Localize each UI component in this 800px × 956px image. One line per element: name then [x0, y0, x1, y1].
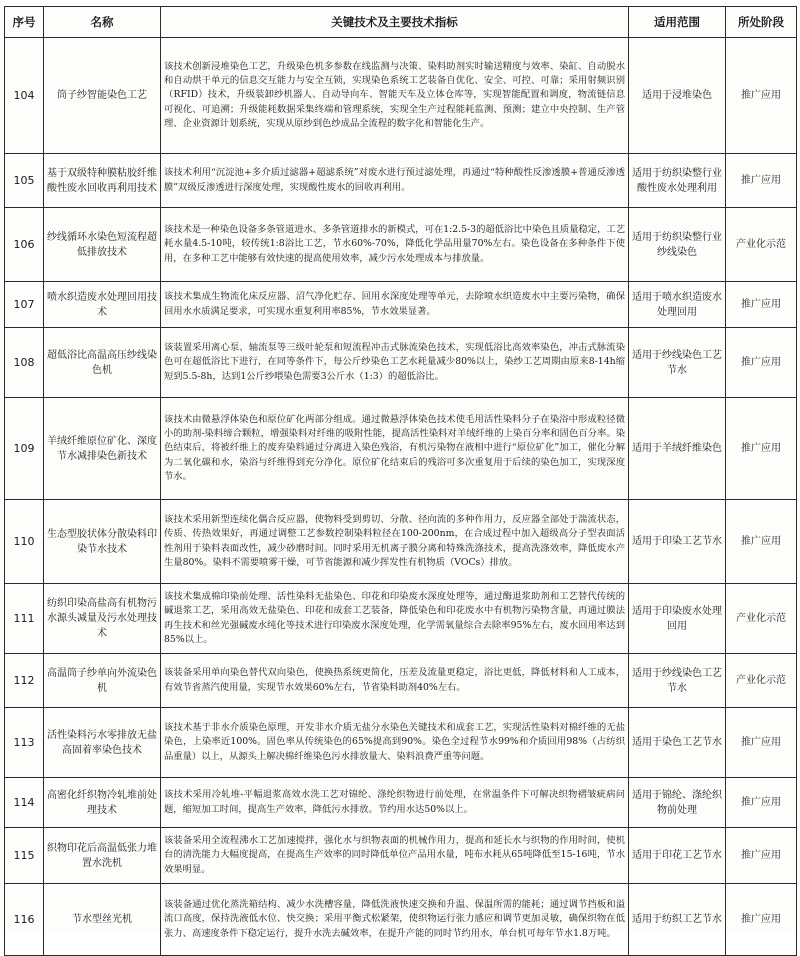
table-row	[5, 282, 797, 328]
tech-description: 该技术创新浸堆染色工艺，升级染色机多参数在线监测与决策、染料助剂实时输送精度与效率、染缸、自动脱水和自动烘干单元的信息交互能力与安全互锁，实现染色系统工艺装备自优化、安全、可控、可靠；采用射频识别（RFID）技术，升级装卸纱机器人、自动导向车、智能天车及立体仓库等，实现智能配置和调度，物流链信息可视化、可追溯；升级能耗数据采集终端和管理系统，实现全生产过程能耗监测、预测；建立中央控制、生产管理、企业资源计划系统，实现从原纱到色纱成品全流程的数字化和智能化生产。	[161, 38, 629, 154]
development-stage: 产业化示范	[726, 654, 797, 708]
table-row	[5, 654, 797, 708]
development-stage: 推广应用	[726, 828, 797, 884]
table-row	[5, 38, 797, 154]
application-scope: 适用于羊绒纤维染色	[629, 398, 726, 500]
header-num: 序号	[5, 7, 44, 38]
application-scope: 适用于纺织染整行业纱线染色	[629, 208, 726, 282]
table-row	[5, 584, 797, 654]
tech-name: 活性染料污水零排放无盐高固着率染色技术	[44, 708, 161, 778]
development-stage: 推广应用	[726, 708, 797, 778]
development-stage: 推广应用	[726, 398, 797, 500]
row-number: 110	[5, 500, 44, 584]
tech-description: 该技术基于非水介质染色原理，开发非水介质无盐分水染色关键技术和成套工艺，实现活性染料对棉纤维的无盐染色，上染率近100%。固色率从传统染色的65%提高到90%。染色全过程节水99%和介质回用98%（占纺织品重量）以上，从源头上解决棉纤维染色污水排放量大、染料浪费严重等问题。	[161, 708, 629, 778]
tech-description: 该装置采用离心泵、轴流泵等三级叶轮泵和短流程冲击式脉流染色技术，实现低浴比高效率染色，冲击式脉流染色可在超低浴比下进行，在同等条件下，每公斤纱染色工艺水耗量减少80%以上，染纱工艺周期由原来8-14h缩短到5.5-8h，达到1公斤纱喂染色需要3公斤水（1:3）的超低浴比。	[161, 328, 629, 398]
table-row	[5, 328, 797, 398]
tech-description: 该技术集成棉印染前处理、活性染料无盐染色、印花和印染废水深度处理等，通过酶退浆助剂和工艺替代传统的碱退浆工艺，采用高效无盐染色、印花和成套工艺装备，降低染色和印花废水中有机物污染物含量，再通过膜法再生技术和丝光强碱废水纯化等技术进行印染废水深度处理，化学需氧量综合去除率95%左右，废水回用率达到85%以上。	[161, 584, 629, 654]
application-scope: 适用于染色工艺节水	[629, 708, 726, 778]
header-scope: 适用范围	[629, 7, 726, 38]
application-scope: 适用于印染工艺节水	[629, 500, 726, 584]
tech-description: 该技术采用新型连续化偶合反应器，使物料受到剪切、分散、径向流的多种作用力，反应器全部处于湍流状态，传质、传热效果好，再通过调整工艺参数控制染料粒径在100-200nm，在合成过程中加入超级高分子型表面活性剂用于染料表面改性，减少砂磨时间。同时采用无机离子膜分离和特殊洗涤技术，提高洗涤效率，降低废水产生量80%。染料不需要喷雾干燥，可节省能源和减少挥发性有机物质（VOCs）排放。	[161, 500, 629, 584]
application-scope: 适用于纱线染色工艺节水	[629, 328, 726, 398]
row-number: 113	[5, 708, 44, 778]
application-scope: 适用于浸堆染色	[629, 38, 726, 154]
table-row	[5, 778, 797, 828]
tech-name: 生态型胶状体分散染料印染节水技术	[44, 500, 161, 584]
table-row	[5, 884, 797, 956]
development-stage: 推广应用	[726, 154, 797, 208]
table-row	[5, 398, 797, 500]
development-stage: 产业化示范	[726, 208, 797, 282]
development-stage: 推广应用	[726, 778, 797, 828]
row-number: 116	[5, 884, 44, 956]
tech-description: 该技术是一种染色设备多条管道进水、多条管道排水的新模式，可在1:2.5-3的超低浴比中染色且质量稳定，工艺耗水量4.5-10吨，较传统1:8浴比工艺，节水60%-70%，降低化学品用量70%左右。染色设备在多种条件下使用，在多种工艺中能够有效快速的提高使用效率，减少污水处理成本与排放量。	[161, 208, 629, 282]
application-scope: 适用于锦纶、涤纶织物前处理	[629, 778, 726, 828]
tech-description: 该技术由微悬浮体染色和原位矿化两部分组成。通过微悬浮体染色技术使毛用活性染料分子在染浴中形成粒径微小的助剂-染料缔合颗粒，增强染料对纤维的吸附性能，提高活性染料对羊绒纤维的上染百分率和固色百分率。染色结束后，将被纤维上的废弃染料通过分离进入染色残浴，有机污染物在液相中进行“原位矿化”加工，催化分解为二氧化碳和水，染浴与纤维得到充分净化。原位矿化结束后的残浴可多次重复用于后续的染色加工，实现深度节水。	[161, 398, 629, 500]
table-row	[5, 708, 797, 778]
tech-name: 纱线循环水染色短流程超低排放技术	[44, 208, 161, 282]
tech-name: 高密化纤织物冷轧堆前处理技术	[44, 778, 161, 828]
row-number: 111	[5, 584, 44, 654]
development-stage: 推广应用	[726, 38, 797, 154]
row-number: 115	[5, 828, 44, 884]
table-row	[5, 154, 797, 208]
tech-description: 该装备通过优化蒸洗箱结构、减少水洗槽容量，降低洗液快速交换和升温、保温所需的能耗；通过调节挡板和溢流口高度，保持洗液低水位、快交换；采用平衡式松紧架，使织物运行张力感应和调节更加灵敏，确保织物在低张力、高速度条件下稳定运行，提升水洗去碱效率，在提升产能的同时节约用水，单台机可每年节水1.8万吨。	[161, 884, 629, 956]
row-number: 106	[5, 208, 44, 282]
table-header-row	[5, 7, 797, 38]
table-row	[5, 828, 797, 884]
tech-description: 该装备采用全流程沸水工艺加速搅拌，强化水与织物表面的机械作用力，提高和延长水与织物的作用时间，使机台的清洗能力大幅度提高，在提高生产效率的同时降低单位产品用水量，吨布水耗从65吨降低至15-16吨，节水效果明显。	[161, 828, 629, 884]
application-scope: 适用于纱线染色工艺节水	[629, 654, 726, 708]
table-row	[5, 500, 797, 584]
tech-description: 该技术利用“沉淀池+多介质过滤器+超滤系统”对废水进行预过滤处理，再通过“特种酸性反渗透膜+普通反渗透膜”双级反渗透进行深度处理，实现酸性废水的回收再利用。	[161, 154, 629, 208]
tech-name: 喷水织造废水处理回用技术	[44, 282, 161, 328]
header-desc: 关键技术及主要技术指标	[161, 7, 629, 38]
application-scope: 适用于印花工艺节水	[629, 828, 726, 884]
application-scope: 适用于印染废水处理回用	[629, 584, 726, 654]
tech-name: 基于双级特种膜粘胶纤维酸性废水回收再利用技术	[44, 154, 161, 208]
row-number: 109	[5, 398, 44, 500]
tech-description: 该技术采用冷轧堆-平幅退浆高效水洗工艺对锦纶、涤纶织物进行前处理，在常温条件下可解决织物褶皱疵病问题，缩短加工时间，提高生产效率，降低污水排放。节约用水达50%以上。	[161, 778, 629, 828]
tech-name: 织物印花后高温低张力堆置水洗机	[44, 828, 161, 884]
tech-description: 该技术集成生物流化床反应器、沼气净化贮存、回用水深度处理等单元，去除喷水织造废水中主要污染物，确保回用水水质满足要求，可实现水重复利用率85%，节水效果显著。	[161, 282, 629, 328]
row-number: 108	[5, 328, 44, 398]
tech-name: 节水型丝光机	[44, 884, 161, 956]
tech-name: 纺织印染高盐高有机物污水源头减量及污水处理技术	[44, 584, 161, 654]
tech-name: 高温筒子纱单向外流染色机	[44, 654, 161, 708]
row-number: 104	[5, 38, 44, 154]
technology-table	[4, 6, 797, 956]
development-stage: 推广应用	[726, 328, 797, 398]
table-row	[5, 208, 797, 282]
header-name: 名称	[44, 7, 161, 38]
tech-description: 该装备采用单向染色替代双向染色，使换热系统更简化，压差及流量更稳定，浴比更低，降低材料和人工成本，有效节省蒸汽使用量，实现节水效果60%左右，节省染料助剂40%左右。	[161, 654, 629, 708]
application-scope: 适用于纺织染整行业酸性废水处理利用	[629, 154, 726, 208]
development-stage: 产业化示范	[726, 584, 797, 654]
tech-name: 筒子纱智能染色工艺	[44, 38, 161, 154]
development-stage: 推广应用	[726, 500, 797, 584]
tech-name: 羊绒纤维原位矿化、深度节水减排染色新技术	[44, 398, 161, 500]
row-number: 114	[5, 778, 44, 828]
row-number: 107	[5, 282, 44, 328]
application-scope: 适用于纺织工艺节水	[629, 884, 726, 956]
header-stage: 所处阶段	[726, 7, 797, 38]
application-scope: 适用于喷水织造废水处理回用	[629, 282, 726, 328]
tech-name: 超低浴比高温高压纱线染色机	[44, 328, 161, 398]
development-stage: 推广应用	[726, 282, 797, 328]
row-number: 105	[5, 154, 44, 208]
row-number: 112	[5, 654, 44, 708]
development-stage: 推广应用	[726, 884, 797, 956]
